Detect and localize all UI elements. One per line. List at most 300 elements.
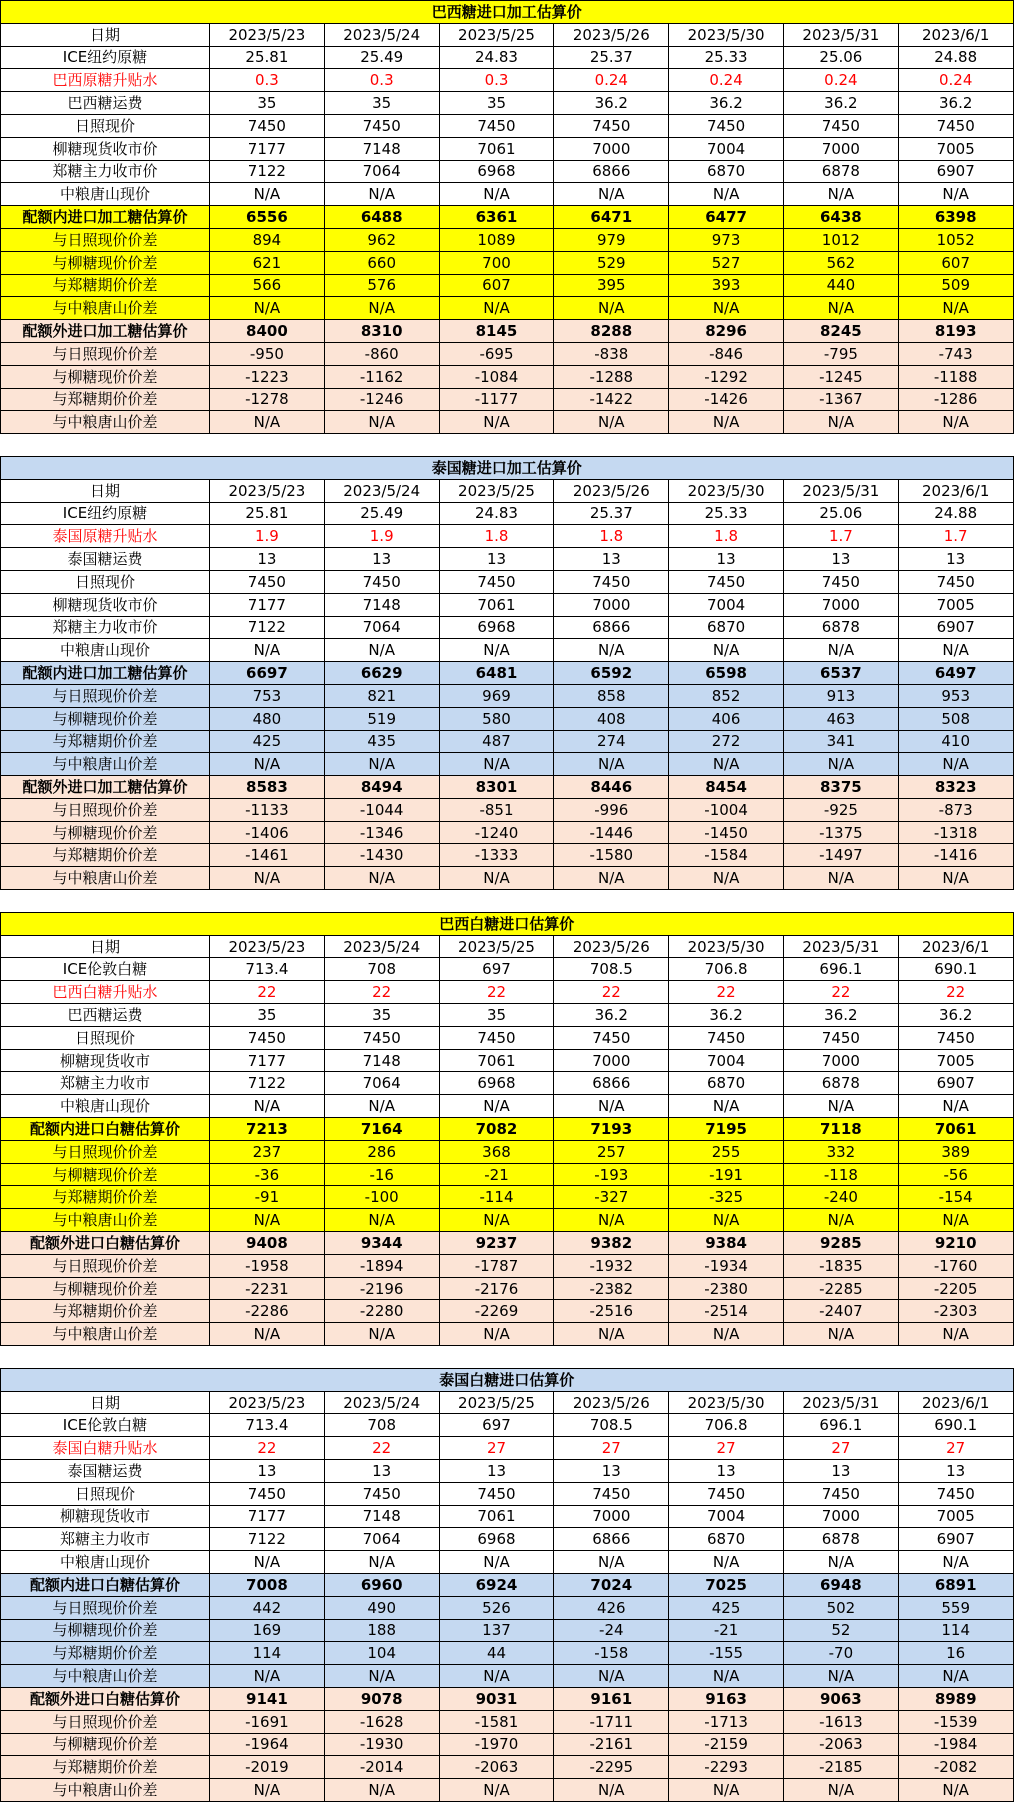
- table-cell[interactable]: -191: [669, 1163, 784, 1186]
- table-cell[interactable]: 341: [783, 730, 898, 753]
- table-cell[interactable]: N/A: [669, 1323, 784, 1346]
- table-cell[interactable]: 858: [554, 684, 669, 707]
- table-cell[interactable]: 7004: [669, 137, 784, 160]
- table-cell[interactable]: -327: [554, 1186, 669, 1209]
- table-cell[interactable]: 8301: [439, 776, 554, 799]
- table-cell[interactable]: 7024: [554, 1573, 669, 1596]
- table-cell[interactable]: -1004: [669, 798, 784, 821]
- table-cell[interactable]: -1760: [898, 1254, 1013, 1277]
- table-cell[interactable]: -1835: [783, 1254, 898, 1277]
- row-label[interactable]: 日期: [1, 479, 210, 502]
- table-cell[interactable]: -2014: [324, 1756, 439, 1779]
- table-cell[interactable]: 1.8: [439, 525, 554, 548]
- row-label[interactable]: 巴西白糖升贴水: [1, 981, 210, 1004]
- table-cell[interactable]: 6866: [554, 160, 669, 183]
- table-cell[interactable]: 487: [439, 730, 554, 753]
- row-label[interactable]: 与中粮唐山价差: [1, 297, 210, 320]
- table-cell[interactable]: 508: [898, 707, 1013, 730]
- table-cell[interactable]: 7148: [324, 137, 439, 160]
- table-cell[interactable]: -1288: [554, 365, 669, 388]
- table-cell[interactable]: 509: [898, 274, 1013, 297]
- table-cell[interactable]: N/A: [324, 411, 439, 434]
- row-label[interactable]: 与郑糖期价价差: [1, 274, 210, 297]
- table-cell[interactable]: 7000: [554, 1049, 669, 1072]
- date-header-cell[interactable]: 2023/5/30: [669, 479, 784, 502]
- row-label[interactable]: 日照现价: [1, 114, 210, 137]
- table-cell[interactable]: -1278: [210, 388, 325, 411]
- table-cell[interactable]: 25.81: [210, 46, 325, 69]
- table-cell[interactable]: 696.1: [783, 958, 898, 981]
- table-cell[interactable]: 7450: [669, 570, 784, 593]
- table-cell[interactable]: 13: [554, 548, 669, 571]
- table-cell[interactable]: 8446: [554, 776, 669, 799]
- table-cell[interactable]: -1461: [210, 844, 325, 867]
- table-cell[interactable]: 6907: [898, 1072, 1013, 1095]
- table-cell[interactable]: 8145: [439, 320, 554, 343]
- table-cell[interactable]: N/A: [898, 1323, 1013, 1346]
- table-cell[interactable]: 169: [210, 1619, 325, 1642]
- table-cell[interactable]: N/A: [324, 1323, 439, 1346]
- row-label[interactable]: 与日照现价价差: [1, 1710, 210, 1733]
- table-cell[interactable]: -846: [669, 342, 784, 365]
- table-cell[interactable]: N/A: [783, 411, 898, 434]
- row-label[interactable]: 与柳糖现价价差: [1, 1277, 210, 1300]
- table-cell[interactable]: 713.4: [210, 1414, 325, 1437]
- table-cell[interactable]: N/A: [324, 1209, 439, 1232]
- table-cell[interactable]: 690.1: [898, 1414, 1013, 1437]
- table-cell[interactable]: 6697: [210, 662, 325, 685]
- table-cell[interactable]: 0.3: [439, 69, 554, 92]
- table-cell[interactable]: 13: [210, 548, 325, 571]
- table-cell[interactable]: -1406: [210, 821, 325, 844]
- row-label[interactable]: 柳糖现货收市: [1, 1505, 210, 1528]
- row-label[interactable]: 日期: [1, 23, 210, 46]
- table-cell[interactable]: 24.83: [439, 46, 554, 69]
- table-cell[interactable]: 8193: [898, 320, 1013, 343]
- table-cell[interactable]: -1177: [439, 388, 554, 411]
- table-cell[interactable]: 7450: [439, 114, 554, 137]
- table-cell[interactable]: 442: [210, 1596, 325, 1619]
- table-cell[interactable]: 519: [324, 707, 439, 730]
- table-cell[interactable]: N/A: [783, 183, 898, 206]
- table-cell[interactable]: N/A: [669, 1779, 784, 1802]
- table-cell[interactable]: 25.06: [783, 502, 898, 525]
- table-cell[interactable]: 526: [439, 1596, 554, 1619]
- date-header-cell[interactable]: 2023/5/24: [324, 1391, 439, 1414]
- table-cell[interactable]: -1333: [439, 844, 554, 867]
- row-label[interactable]: 与日照现价价差: [1, 228, 210, 251]
- table-cell[interactable]: 6477: [669, 206, 784, 229]
- table-cell[interactable]: N/A: [439, 411, 554, 434]
- table-cell[interactable]: 27: [554, 1437, 669, 1460]
- table-cell[interactable]: 25.81: [210, 502, 325, 525]
- table-cell[interactable]: 7122: [210, 1072, 325, 1095]
- table-cell[interactable]: 255: [669, 1140, 784, 1163]
- table-cell[interactable]: 6878: [783, 1072, 898, 1095]
- row-label[interactable]: 巴西糖运费: [1, 92, 210, 115]
- table-cell[interactable]: 7450: [669, 1482, 784, 1505]
- table-cell[interactable]: N/A: [439, 1323, 554, 1346]
- table-cell[interactable]: 36.2: [783, 92, 898, 115]
- row-label[interactable]: 与日照现价价差: [1, 1140, 210, 1163]
- table-cell[interactable]: N/A: [210, 1551, 325, 1574]
- table-cell[interactable]: 35: [439, 1004, 554, 1027]
- row-label[interactable]: ICE伦敦白糖: [1, 1414, 210, 1437]
- row-label[interactable]: 与郑糖期价价差: [1, 1642, 210, 1665]
- table-cell[interactable]: N/A: [439, 639, 554, 662]
- table-cell[interactable]: N/A: [898, 1095, 1013, 1118]
- table-cell[interactable]: N/A: [669, 297, 784, 320]
- table-cell[interactable]: 576: [324, 274, 439, 297]
- table-cell[interactable]: 7450: [898, 1026, 1013, 1049]
- table-cell[interactable]: -1497: [783, 844, 898, 867]
- table-cell[interactable]: -36: [210, 1163, 325, 1186]
- table-cell[interactable]: -996: [554, 798, 669, 821]
- table-cell[interactable]: N/A: [439, 867, 554, 890]
- table-cell[interactable]: 7450: [554, 1026, 669, 1049]
- table-cell[interactable]: N/A: [898, 1779, 1013, 1802]
- table-cell[interactable]: N/A: [210, 753, 325, 776]
- table-cell[interactable]: 6907: [898, 616, 1013, 639]
- table-cell[interactable]: 7450: [210, 570, 325, 593]
- table-cell[interactable]: 435: [324, 730, 439, 753]
- table-cell[interactable]: 913: [783, 684, 898, 707]
- table-cell[interactable]: N/A: [669, 1665, 784, 1688]
- table-cell[interactable]: N/A: [783, 1665, 898, 1688]
- table-cell[interactable]: 13: [554, 1460, 669, 1483]
- table-cell[interactable]: 7450: [324, 1482, 439, 1505]
- table-cell[interactable]: N/A: [210, 1665, 325, 1688]
- table-cell[interactable]: 7450: [554, 1482, 669, 1505]
- table-cell[interactable]: 6592: [554, 662, 669, 685]
- table-cell[interactable]: 7064: [324, 1072, 439, 1095]
- table-cell[interactable]: -2185: [783, 1756, 898, 1779]
- table-cell[interactable]: 25.33: [669, 46, 784, 69]
- table-cell[interactable]: 708: [324, 958, 439, 981]
- table-cell[interactable]: 7450: [783, 1482, 898, 1505]
- table-cell[interactable]: -2231: [210, 1277, 325, 1300]
- table-cell[interactable]: 0.24: [669, 69, 784, 92]
- table-cell[interactable]: 7000: [554, 1505, 669, 1528]
- table-cell[interactable]: 22: [898, 981, 1013, 1004]
- table-cell[interactable]: 7000: [554, 137, 669, 160]
- table-cell[interactable]: 7064: [324, 1528, 439, 1551]
- table-cell[interactable]: 114: [210, 1642, 325, 1665]
- row-label[interactable]: 郑糖主力收市: [1, 1528, 210, 1551]
- table-cell[interactable]: -1539: [898, 1710, 1013, 1733]
- table-cell[interactable]: N/A: [783, 1209, 898, 1232]
- table-cell[interactable]: 6866: [554, 616, 669, 639]
- table-cell[interactable]: 25.37: [554, 46, 669, 69]
- table-cell[interactable]: -2063: [439, 1756, 554, 1779]
- row-label[interactable]: 与日照现价价差: [1, 684, 210, 707]
- table-cell[interactable]: 463: [783, 707, 898, 730]
- table-cell[interactable]: 6891: [898, 1573, 1013, 1596]
- table-cell[interactable]: N/A: [210, 1095, 325, 1118]
- table-cell[interactable]: 9408: [210, 1232, 325, 1255]
- table-cell[interactable]: 690.1: [898, 958, 1013, 981]
- table-cell[interactable]: -1932: [554, 1254, 669, 1277]
- row-label[interactable]: 配额外进口加工糖估算价: [1, 776, 210, 799]
- table-cell[interactable]: 1052: [898, 228, 1013, 251]
- table-cell[interactable]: 6361: [439, 206, 554, 229]
- table-cell[interactable]: -1450: [669, 821, 784, 844]
- row-label[interactable]: 泰国原糖升贴水: [1, 525, 210, 548]
- table-cell[interactable]: -91: [210, 1186, 325, 1209]
- table-cell[interactable]: N/A: [439, 1095, 554, 1118]
- table-cell[interactable]: 7450: [898, 570, 1013, 593]
- row-label[interactable]: 巴西糖运费: [1, 1004, 210, 1027]
- table-cell[interactable]: 953: [898, 684, 1013, 707]
- table-cell[interactable]: -860: [324, 342, 439, 365]
- table-cell[interactable]: 9161: [554, 1687, 669, 1710]
- table-cell[interactable]: -1426: [669, 388, 784, 411]
- table-cell[interactable]: -1286: [898, 388, 1013, 411]
- table-cell[interactable]: 0.3: [324, 69, 439, 92]
- row-label[interactable]: 柳糖现货收市价: [1, 137, 210, 160]
- table-cell[interactable]: -2159: [669, 1733, 784, 1756]
- table-cell[interactable]: -2382: [554, 1277, 669, 1300]
- table-cell[interactable]: N/A: [554, 1551, 669, 1574]
- table-cell[interactable]: 36.2: [783, 1004, 898, 1027]
- date-header-cell[interactable]: 2023/6/1: [898, 1391, 1013, 1414]
- row-label[interactable]: 配额外进口白糖估算价: [1, 1687, 210, 1710]
- table-cell[interactable]: 8454: [669, 776, 784, 799]
- table-cell[interactable]: 7450: [210, 114, 325, 137]
- table-cell[interactable]: N/A: [783, 867, 898, 890]
- table-cell[interactable]: N/A: [554, 1665, 669, 1688]
- table-cell[interactable]: -2295: [554, 1756, 669, 1779]
- table-cell[interactable]: 7450: [210, 1482, 325, 1505]
- row-label[interactable]: 郑糖主力收市价: [1, 160, 210, 183]
- table-cell[interactable]: 440: [783, 274, 898, 297]
- table-cell[interactable]: 6870: [669, 1528, 784, 1551]
- table-cell[interactable]: 7177: [210, 137, 325, 160]
- row-label[interactable]: 与柳糖现价价差: [1, 1733, 210, 1756]
- table-cell[interactable]: N/A: [554, 1779, 669, 1802]
- table-cell[interactable]: 27: [669, 1437, 784, 1460]
- table-cell[interactable]: 7000: [554, 593, 669, 616]
- table-cell[interactable]: -2269: [439, 1300, 554, 1323]
- table-cell[interactable]: 7061: [439, 593, 554, 616]
- table-cell[interactable]: 104: [324, 1642, 439, 1665]
- table-cell[interactable]: 696.1: [783, 1414, 898, 1437]
- table-cell[interactable]: 1.9: [324, 525, 439, 548]
- table-cell[interactable]: -795: [783, 342, 898, 365]
- row-label[interactable]: 泰国白糖升贴水: [1, 1437, 210, 1460]
- table-cell[interactable]: 566: [210, 274, 325, 297]
- table-cell[interactable]: -1346: [324, 821, 439, 844]
- table-cell[interactable]: -1416: [898, 844, 1013, 867]
- table-cell[interactable]: 559: [898, 1596, 1013, 1619]
- table-cell[interactable]: N/A: [210, 1323, 325, 1346]
- table-cell[interactable]: 36.2: [554, 92, 669, 115]
- table-cell[interactable]: 607: [439, 274, 554, 297]
- date-header-cell[interactable]: 2023/5/25: [439, 23, 554, 46]
- table-cell[interactable]: 7177: [210, 593, 325, 616]
- table-cell[interactable]: -1691: [210, 1710, 325, 1733]
- table-cell[interactable]: -24: [554, 1619, 669, 1642]
- table-cell[interactable]: 13: [669, 1460, 784, 1483]
- table-cell[interactable]: 7450: [783, 570, 898, 593]
- table-cell[interactable]: 24.88: [898, 502, 1013, 525]
- table-cell[interactable]: 408: [554, 707, 669, 730]
- table-cell[interactable]: 406: [669, 707, 784, 730]
- table-cell[interactable]: 7064: [324, 616, 439, 639]
- table-cell[interactable]: 502: [783, 1596, 898, 1619]
- table-cell[interactable]: 52: [783, 1619, 898, 1642]
- row-label[interactable]: 与郑糖期价价差: [1, 1756, 210, 1779]
- table-cell[interactable]: 7193: [554, 1118, 669, 1141]
- table-cell[interactable]: 188: [324, 1619, 439, 1642]
- date-header-cell[interactable]: 2023/5/31: [783, 23, 898, 46]
- table-cell[interactable]: N/A: [324, 1095, 439, 1118]
- table-cell[interactable]: 7118: [783, 1118, 898, 1141]
- table-cell[interactable]: 410: [898, 730, 1013, 753]
- table-cell[interactable]: 25.49: [324, 46, 439, 69]
- row-label[interactable]: ICE纽约原糖: [1, 46, 210, 69]
- table-cell[interactable]: 821: [324, 684, 439, 707]
- date-header-cell[interactable]: 2023/5/23: [210, 935, 325, 958]
- table-cell[interactable]: 7450: [439, 1482, 554, 1505]
- table-cell[interactable]: 6556: [210, 206, 325, 229]
- table-cell[interactable]: 8288: [554, 320, 669, 343]
- table-cell[interactable]: 7005: [898, 1049, 1013, 1072]
- table-cell[interactable]: 1089: [439, 228, 554, 251]
- table-cell[interactable]: -873: [898, 798, 1013, 821]
- table-cell[interactable]: 395: [554, 274, 669, 297]
- table-cell[interactable]: N/A: [439, 183, 554, 206]
- table-cell[interactable]: -158: [554, 1642, 669, 1665]
- table-cell[interactable]: 706.8: [669, 958, 784, 981]
- table-cell[interactable]: 8375: [783, 776, 898, 799]
- table-cell[interactable]: 0.3: [210, 69, 325, 92]
- table-cell[interactable]: N/A: [210, 183, 325, 206]
- table-cell[interactable]: 979: [554, 228, 669, 251]
- row-label[interactable]: 日期: [1, 1391, 210, 1414]
- table-cell[interactable]: 6488: [324, 206, 439, 229]
- table-cell[interactable]: 7164: [324, 1118, 439, 1141]
- table-cell[interactable]: 7195: [669, 1118, 784, 1141]
- row-label[interactable]: 中粮唐山现价: [1, 183, 210, 206]
- table-cell[interactable]: N/A: [669, 639, 784, 662]
- table-cell[interactable]: 7061: [439, 1049, 554, 1072]
- table-cell[interactable]: -1240: [439, 821, 554, 844]
- row-label[interactable]: 与柳糖现价价差: [1, 821, 210, 844]
- table-cell[interactable]: -1613: [783, 1710, 898, 1733]
- row-label[interactable]: 与中粮唐山价差: [1, 1209, 210, 1232]
- date-header-cell[interactable]: 2023/5/26: [554, 479, 669, 502]
- table-cell[interactable]: 9163: [669, 1687, 784, 1710]
- table-cell[interactable]: N/A: [554, 1209, 669, 1232]
- table-cell[interactable]: 852: [669, 684, 784, 707]
- table-cell[interactable]: 22: [554, 981, 669, 1004]
- date-header-cell[interactable]: 2023/5/31: [783, 1391, 898, 1414]
- table-cell[interactable]: 6960: [324, 1573, 439, 1596]
- table-cell[interactable]: N/A: [898, 1665, 1013, 1688]
- table-cell[interactable]: 7061: [439, 1505, 554, 1528]
- table-cell[interactable]: 22: [324, 1437, 439, 1460]
- table-cell[interactable]: N/A: [210, 411, 325, 434]
- table-cell[interactable]: 708.5: [554, 958, 669, 981]
- table-cell[interactable]: 1.8: [669, 525, 784, 548]
- table-cell[interactable]: N/A: [210, 867, 325, 890]
- table-cell[interactable]: 7450: [554, 570, 669, 593]
- row-label[interactable]: 与中粮唐山价差: [1, 867, 210, 890]
- table-cell[interactable]: 13: [439, 1460, 554, 1483]
- table-cell[interactable]: N/A: [210, 1209, 325, 1232]
- table-cell[interactable]: 9382: [554, 1232, 669, 1255]
- table-cell[interactable]: -838: [554, 342, 669, 365]
- table-cell[interactable]: 7008: [210, 1573, 325, 1596]
- date-header-cell[interactable]: 2023/6/1: [898, 479, 1013, 502]
- table-cell[interactable]: 6907: [898, 1528, 1013, 1551]
- table-cell[interactable]: -1367: [783, 388, 898, 411]
- table-cell[interactable]: 894: [210, 228, 325, 251]
- table-cell[interactable]: 8989: [898, 1687, 1013, 1710]
- date-header-cell[interactable]: 2023/6/1: [898, 23, 1013, 46]
- table-cell[interactable]: N/A: [669, 867, 784, 890]
- row-label[interactable]: 日照现价: [1, 1026, 210, 1049]
- table-cell[interactable]: 6968: [439, 160, 554, 183]
- table-cell[interactable]: -2303: [898, 1300, 1013, 1323]
- table-cell[interactable]: -2407: [783, 1300, 898, 1323]
- date-header-cell[interactable]: 2023/5/31: [783, 479, 898, 502]
- table-cell[interactable]: N/A: [324, 1665, 439, 1688]
- table-cell[interactable]: N/A: [554, 639, 669, 662]
- table-cell[interactable]: 44: [439, 1642, 554, 1665]
- table-cell[interactable]: 393: [669, 274, 784, 297]
- table-cell[interactable]: 9384: [669, 1232, 784, 1255]
- table-cell[interactable]: -1430: [324, 844, 439, 867]
- table-cell[interactable]: 0.24: [554, 69, 669, 92]
- table-cell[interactable]: 24.88: [898, 46, 1013, 69]
- table-cell[interactable]: 272: [669, 730, 784, 753]
- table-cell[interactable]: 6878: [783, 1528, 898, 1551]
- table-cell[interactable]: -2063: [783, 1733, 898, 1756]
- table-cell[interactable]: 35: [210, 1004, 325, 1027]
- date-header-cell[interactable]: 2023/5/26: [554, 1391, 669, 1414]
- table-cell[interactable]: -2285: [783, 1277, 898, 1300]
- table-cell[interactable]: 7025: [669, 1573, 784, 1596]
- table-cell[interactable]: -950: [210, 342, 325, 365]
- table-cell[interactable]: N/A: [554, 297, 669, 320]
- table-cell[interactable]: 6438: [783, 206, 898, 229]
- table-cell[interactable]: 7450: [210, 1026, 325, 1049]
- table-cell[interactable]: 6866: [554, 1072, 669, 1095]
- table-cell[interactable]: 7213: [210, 1118, 325, 1141]
- table-cell[interactable]: 7122: [210, 616, 325, 639]
- table-cell[interactable]: 16: [898, 1642, 1013, 1665]
- table-cell[interactable]: 9285: [783, 1232, 898, 1255]
- row-label[interactable]: 日照现价: [1, 1482, 210, 1505]
- table-cell[interactable]: -21: [669, 1619, 784, 1642]
- table-cell[interactable]: N/A: [324, 753, 439, 776]
- table-cell[interactable]: -1245: [783, 365, 898, 388]
- table-cell[interactable]: N/A: [554, 1323, 669, 1346]
- row-label[interactable]: 中粮唐山现价: [1, 1551, 210, 1574]
- table-cell[interactable]: 9063: [783, 1687, 898, 1710]
- table-cell[interactable]: N/A: [898, 411, 1013, 434]
- table-cell[interactable]: 137: [439, 1619, 554, 1642]
- table-cell[interactable]: 708.5: [554, 1414, 669, 1437]
- table-cell[interactable]: 7450: [439, 1026, 554, 1049]
- table-cell[interactable]: 7450: [554, 114, 669, 137]
- table-cell[interactable]: 1.7: [898, 525, 1013, 548]
- table-cell[interactable]: -1984: [898, 1733, 1013, 1756]
- table-cell[interactable]: 7177: [210, 1049, 325, 1072]
- table-cell[interactable]: N/A: [554, 1095, 669, 1118]
